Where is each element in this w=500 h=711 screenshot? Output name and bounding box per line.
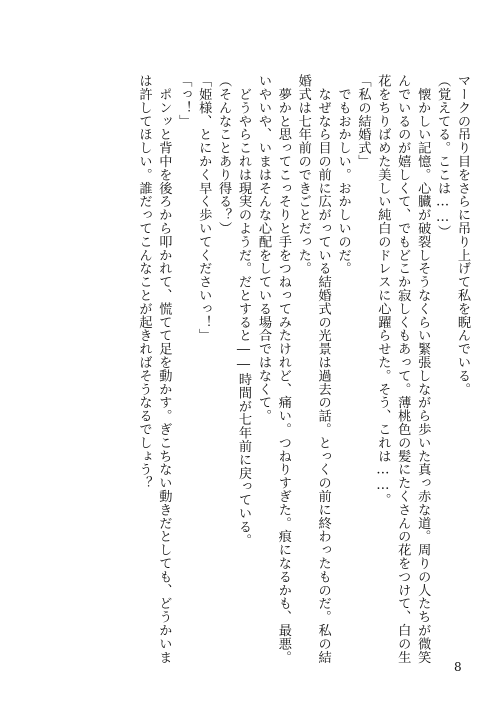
text-line: は許してほしい。誰だってこんなことが起きればそうなるでしょう？	[136, 74, 152, 490]
text-line: （そんなことあり得る？）	[216, 74, 232, 235]
text-line: ポンッと背中を後ろから叩かれて、慌てて足を動かす。ぎこちない動きだとしても、どうかいま	[156, 74, 172, 664]
text-line: マークの吊り目をさらに吊り上げて私を睨んでいる。	[455, 74, 470, 396]
text-line: でもおかしい。おかしいのだ。	[335, 74, 351, 275]
vertical-text-body	[22, 74, 472, 664]
text-line: 「私の結婚式」	[355, 74, 371, 168]
text-line: （覚えてる。ここは……）	[435, 74, 451, 239]
text-line: どうやらこれは現実のようだ。だとすると――時間が七年前に戻っている。	[236, 74, 252, 547]
text-line: 夢かと思ってこっそりと手をつねってみたけれど、痛い。つねりすぎた。痕になるかも、最悪。	[275, 74, 291, 664]
text-line: なぜなら目の前に広がっている結婚式の光景は過去の話。とっくの前に終わったものだ。私の結	[315, 74, 331, 664]
text-line: 「姫様、とにかく早く歩いてくださいっ！」	[196, 74, 212, 342]
text-line: 婚式は七年前のできごとだった。	[295, 74, 311, 275]
text-line: いやいや、いまはそんな心配をしている場合ではなくて。	[255, 74, 271, 423]
text-line: 「っ！」	[176, 74, 192, 128]
text-line: んでいるのが嬉しくて、でもどこか寂しくもあって。薄桃色の髪にたくさんの花をつけて、白の生	[395, 74, 411, 664]
text-line: 懐かしい記憶。心臓が破裂しそうなくらい緊張しながら歩いた真っ赤な道。周りの人たちが微笑	[415, 74, 431, 664]
page-number: 8	[454, 660, 462, 674]
text-line: 花をちりばめた美しい純白のドレスに心躍らせた。そう、これは……。	[375, 74, 391, 507]
